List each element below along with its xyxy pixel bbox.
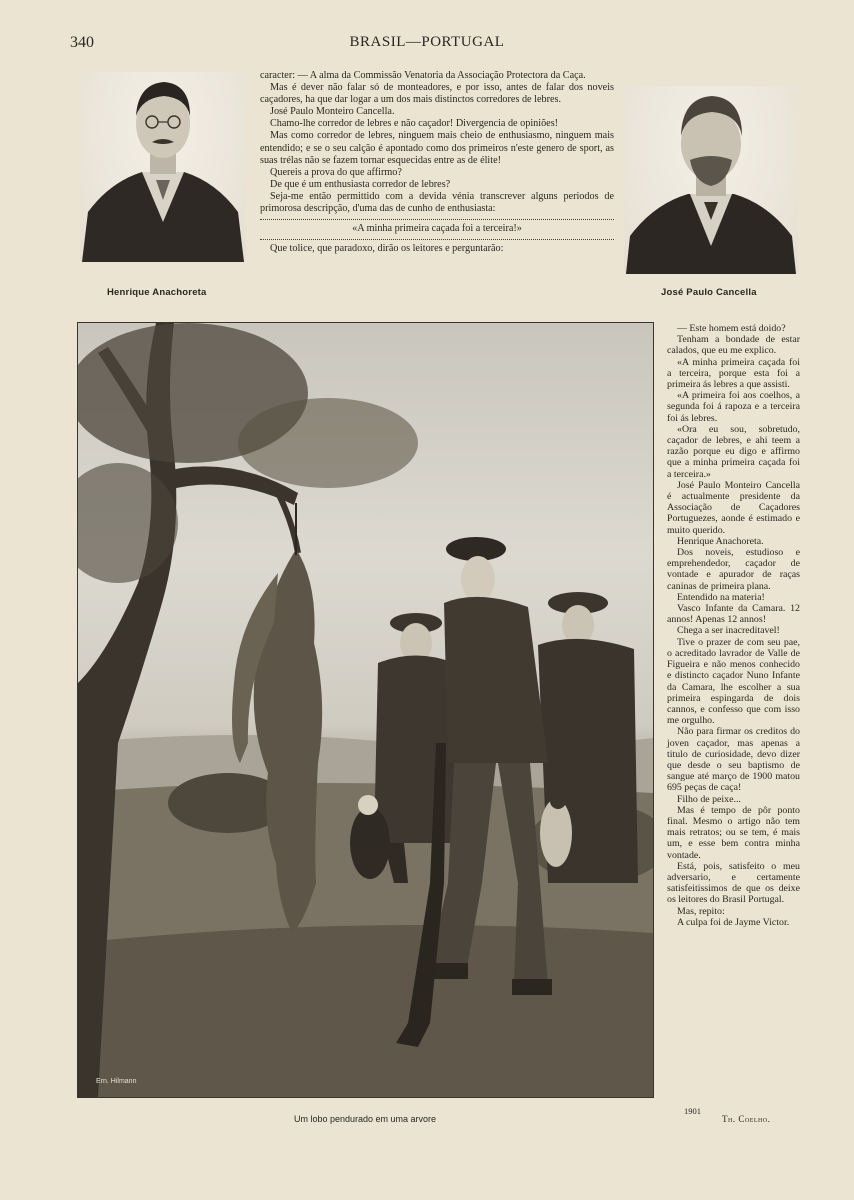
paragraph: Filho de peixe... (677, 793, 741, 805)
paragraph: A culpa foi de Jayme Victor. (677, 916, 790, 928)
dotted-rule (260, 239, 614, 240)
wolf-hunt-photograph (77, 322, 654, 1098)
portrait-henrique-anachoreta (80, 72, 246, 262)
paragraph: Tive o prazer de com seu pae, o acreditado lavrador de Valle de Figueira e não menos conhecido e distincto caçador Nuno Infante da Camara, lhe escolher a sua primeira espingarda de dois cannos, e confesso que com isso me orgulho. (667, 636, 800, 727)
dotted-rule (260, 219, 614, 220)
quote-line: «A minha primeira caçada foi a terceira!» (352, 223, 522, 235)
portrait-caption-left: Henrique Anachoreta (107, 287, 207, 298)
paragraph: De que é um enthusiasta corredor de lebres? (270, 178, 451, 190)
paragraph: Dos noveis, estudioso e emprehendedor, caçador de vontade e apurador de raças caninas de primeira plana. (667, 547, 800, 592)
portrait-jose-paulo-cancella (624, 86, 798, 274)
paragraph: Mas é dever não falar só de monteadores, e por isso, antes de falar dos noveis caçadores, ha que dar logar a um dos mais distinctos corredores de lebres. (260, 82, 614, 106)
paragraph: «Ora eu sou, sobretudo, caçador de lebres, e ahi teem a razão porque eu digo e affirmo que a minha primeira caçada foi a terceira.» (667, 423, 800, 480)
paragraph: «A primeira foi aos coelhos, a segunda foi á rapoza e a terceira foi ás lebres. (667, 390, 800, 424)
paragraph: Chamo-lhe corredor de lebres e não caçador! Divergencia de opiniões! (270, 118, 559, 130)
paragraph: caracter: — A alma da Commissão Venatoria da Associação Protectora da Caça. (260, 70, 586, 81)
paragraph: Tenham a bondade de estar calados, que eu me explico. (667, 334, 800, 357)
article-side-column (667, 323, 800, 928)
page-number: 340 (70, 34, 94, 51)
paragraph: Está, pois, satisfeito o meu adversario, e certamente satisfeitissimos de que os deixe os leitores do Brasil Portugal. (667, 860, 800, 906)
photo-caption: Um lobo pendurado em uma arvore (293, 1114, 437, 1124)
paragraph: Mas é tempo de pôr ponto final. Mesmo o artigo não tem mais retratos; ou se tem, é mais um, e esse bem contra minha vontade. (667, 804, 800, 861)
paragraph: Não para firmar os creditos do joven caçador, mas apenas a titulo de curiosidade, devo dizer que desde o seu baptismo de sangue até março de 1900 matou 695 peças de caça! (667, 726, 800, 794)
article-year: 1901 (684, 1106, 701, 1116)
paragraph: — Este homem está doido? (677, 323, 786, 334)
paragraph: «A minha primeira caçada foi a terceira, porque esta foi a primeira ás lebres a que assisti. (667, 356, 800, 391)
paragraph: José Paulo Monteiro Cancella. (270, 106, 395, 118)
paragraph: Seja-me então permittido com a devida vénia transcrever alguns periodos de primorosa descripção, d'uma das de cunho de enthusiasta: (260, 190, 614, 215)
portrait-caption-right: José Paulo Cancella (661, 287, 757, 298)
article-top-column (260, 70, 614, 255)
engraver-mark: Ern. Hilmann (96, 1078, 137, 1085)
paragraph: Mas, repito: (677, 905, 725, 917)
paragraph: José Paulo Monteiro Cancella é actualmente presidente da Associação de Caçadores Portuguezes, aonde é estimado e muito querido. (667, 479, 800, 536)
paragraph: Que tolice, que paradoxo, dirão os leitores e perguntarão: (270, 243, 504, 255)
author-signature: Th. Coelho. (722, 1114, 771, 1124)
paragraph: Vasco Infante da Camara. 12 annos! Apenas 12 annos! (667, 603, 800, 626)
paragraph: Henrique Anachoreta. (677, 535, 764, 547)
paragraph: Quereis a prova do que affirmo? (270, 166, 402, 178)
paragraph: Entendido na materia! (677, 591, 765, 603)
running-head-title: BRASIL—PORTUGAL (349, 34, 505, 50)
paragraph: Mas como corredor de lebres, ninguem mais cheio de enthusiasmo, ninguem mais entendido; e se o seu calção é apontado como dos primeiros n'este genero de sport, as suas trélas não se fazem tornar esquecidas entre as de élite! (260, 130, 614, 166)
paragraph: Chega a ser inacreditavel! (677, 625, 780, 637)
